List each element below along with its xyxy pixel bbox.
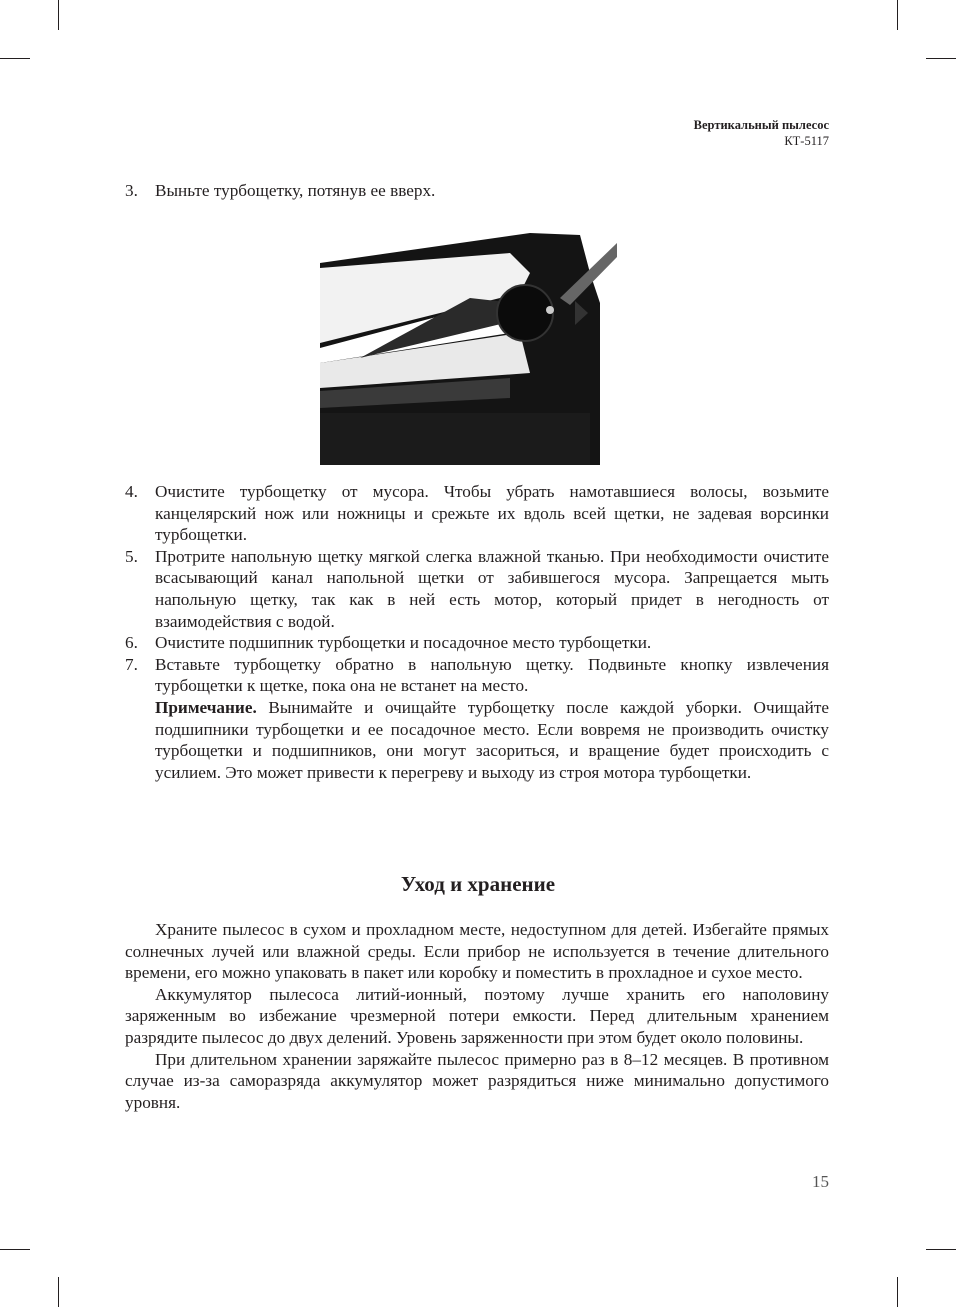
step-number: 5. — [125, 546, 138, 566]
step-number: 3. — [125, 181, 138, 200]
step-6 — [125, 632, 829, 654]
step-text: Выньте турбощетку, потянув ее вверх. — [155, 181, 436, 200]
step-number: 6. — [125, 633, 138, 653]
crop-mark-tl-h — [0, 58, 30, 59]
section-body — [125, 919, 829, 1113]
step-text: Вставьте турбощетку обратно в напольную щетку. Подвиньте кнопку извлечения турбощетки к щетке, пока она не встанет на место. — [155, 654, 829, 696]
crop-mark-tr-h — [926, 58, 956, 59]
step-4 — [125, 481, 829, 546]
header-title: Вертикальный пылесос — [693, 118, 829, 132]
crop-mark-bl-v — [58, 1277, 59, 1307]
step-3 — [125, 180, 829, 202]
note-text: Вынимайте и очищайте турбощетку после каждой уборки. Очищайте подшипники турбощетки и ее посадочное место. Если вовремя не производить очистку турбощетки и подшипников, они могут засориться, и вращение будет происходить с усилием. Это может привести к перегреву и выходу из строя мотора турбощетки. — [155, 697, 829, 782]
paragraph: При длительном хранении заряжайте пылесос примерно раз в 8–12 месяцев. В противном случае из-за саморазряда аккумулятор может разрядиться ниже минимально допустимого уровня. — [125, 1049, 829, 1112]
section-title: Уход и хранение — [400, 872, 556, 896]
step-text: Очистите подшипник турбощетки и посадочное место турбощетки. — [155, 633, 652, 653]
crop-mark-tl-v — [58, 0, 59, 30]
step-text: Протрите напольную щетку мягкой слегка влажной тканью. При необходимости очистите всасывающий канал напольной щетки от забившегося мусора. Запрещается мыть напольную щетку, так как в ней есть мотор, который придет в негодность от взаимодействия с водой. — [155, 546, 829, 631]
turbo-brush-illustration — [320, 213, 617, 465]
step-number: 4. — [125, 482, 138, 501]
steps-list — [125, 481, 829, 783]
note-label: Примечание. — [155, 697, 257, 717]
step-text: Очистите турбощетку от мусора. Чтобы убрать намотавшиеся волосы, возьмите канцелярский нож или ножницы и срежьте их вдоль всей щетки, не задевая ворсинки турбощетки. — [155, 482, 829, 545]
crop-mark-bl-h — [0, 1249, 30, 1250]
turbo-brush-photo — [320, 213, 617, 465]
crop-mark-br-h — [926, 1249, 956, 1250]
note — [125, 697, 829, 783]
crop-mark-tr-v — [897, 0, 898, 30]
step-number: 7. — [125, 654, 138, 674]
step-5 — [125, 546, 829, 632]
page-number: 15 — [812, 1172, 829, 1191]
crop-mark-br-v — [897, 1277, 898, 1307]
paragraph: Аккумулятор пылесоса литий-ионный, поэтому лучше хранить его наполовину заряженным во избежание чрезмерной потери емкости. Перед длительным хранением разрядите пылесос до двух делений. Уровень заряженности при этом будет около половины. — [125, 984, 829, 1047]
header-model: КТ-5117 — [784, 134, 829, 148]
running-header — [694, 117, 829, 149]
paragraph: Храните пылесос в сухом и прохладном месте, недоступном для детей. Избегайте прямых солнечных лучей или влажной среды. Если прибор не используется в течение длительного времени, его можно упаковать в пакет или коробку и поместить в прохладное и сухое место. — [125, 920, 829, 983]
step-7 — [125, 654, 829, 697]
